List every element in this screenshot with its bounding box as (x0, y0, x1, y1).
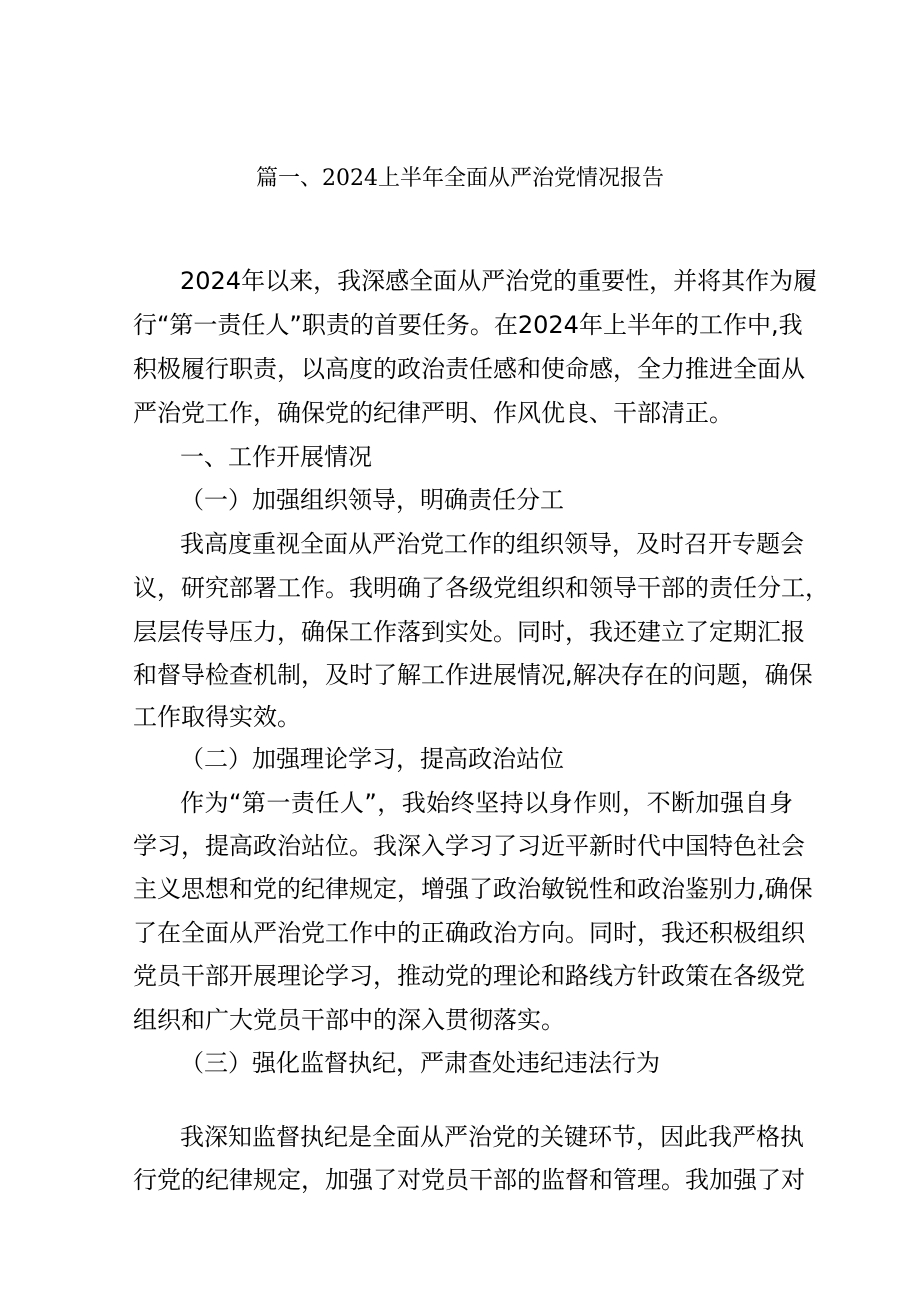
subsection-heading: （一）加强组织领导，明确责任分工 (180, 486, 564, 514)
paragraph-line: 党员干部开展理论学习，推动党的理论和路线方针政策在各级党 (133, 962, 805, 990)
paragraph-line: 积极履行职责，以高度的政治责任感和使命感，全力推进全面从 (133, 355, 805, 383)
document-title: 篇一、2024上半年全面从严治党情况报告 (256, 166, 664, 191)
subsection-heading: （二）加强理论学习，提高政治站位 (180, 745, 564, 773)
paragraph-line: 我深知监督执纪是全面从严治党的关键环节，因此我严格执 (180, 1123, 804, 1151)
paragraph-line: 学习，提高政治站位。我深入学习了习近平新时代中国特色社会 (133, 832, 805, 860)
paragraph-line: 我高度重视全面从严治党工作的组织领导，及时召开专题会 (180, 530, 804, 558)
paragraph-line: 主义思想和党的纪律规定，增强了政治敏锐性和政治鉴别力,确保 (133, 875, 813, 903)
paragraph-line: 2024年以来，我深感全面从严治党的重要性，并将其作为履 (180, 267, 818, 295)
section-heading: 一、工作开展情况 (180, 443, 372, 471)
paragraph-line: 严治党工作，确保党的纪律严明、作风优良、干部清正。 (133, 399, 733, 427)
paragraph-line: 行“第一责任人”职责的首要任务。在2024年上半年的工作中,我 (133, 311, 803, 339)
paragraph-line: 作为“第一责任人”，我始终坚持以身作则，不断加强自身 (180, 789, 793, 817)
paragraph-line: 行党的纪律规定，加强了对党员干部的监督和管理。我加强了对 (133, 1166, 805, 1194)
paragraph-line: 工作取得实效。 (133, 703, 301, 731)
subsection-heading: （三）强化监督执纪，严肃查处违纪违法行为 (180, 1049, 660, 1077)
paragraph-line: 和督导检查机制，及时了解工作进展情况,解决存在的问题，确保 (133, 661, 813, 689)
paragraph-line: 了在全面从严治党工作中的正确政治方向。同时，我还积极组织 (133, 919, 805, 947)
paragraph-line: 议，研究部署工作。我明确了各级党组织和领导干部的责任分工， (133, 574, 829, 602)
paragraph-line: 组织和广大党员干部中的深入贯彻落实。 (133, 1006, 565, 1034)
paragraph-line: 层层传导压力，确保工作落到实处。同时，我还建立了定期汇报 (133, 618, 805, 646)
